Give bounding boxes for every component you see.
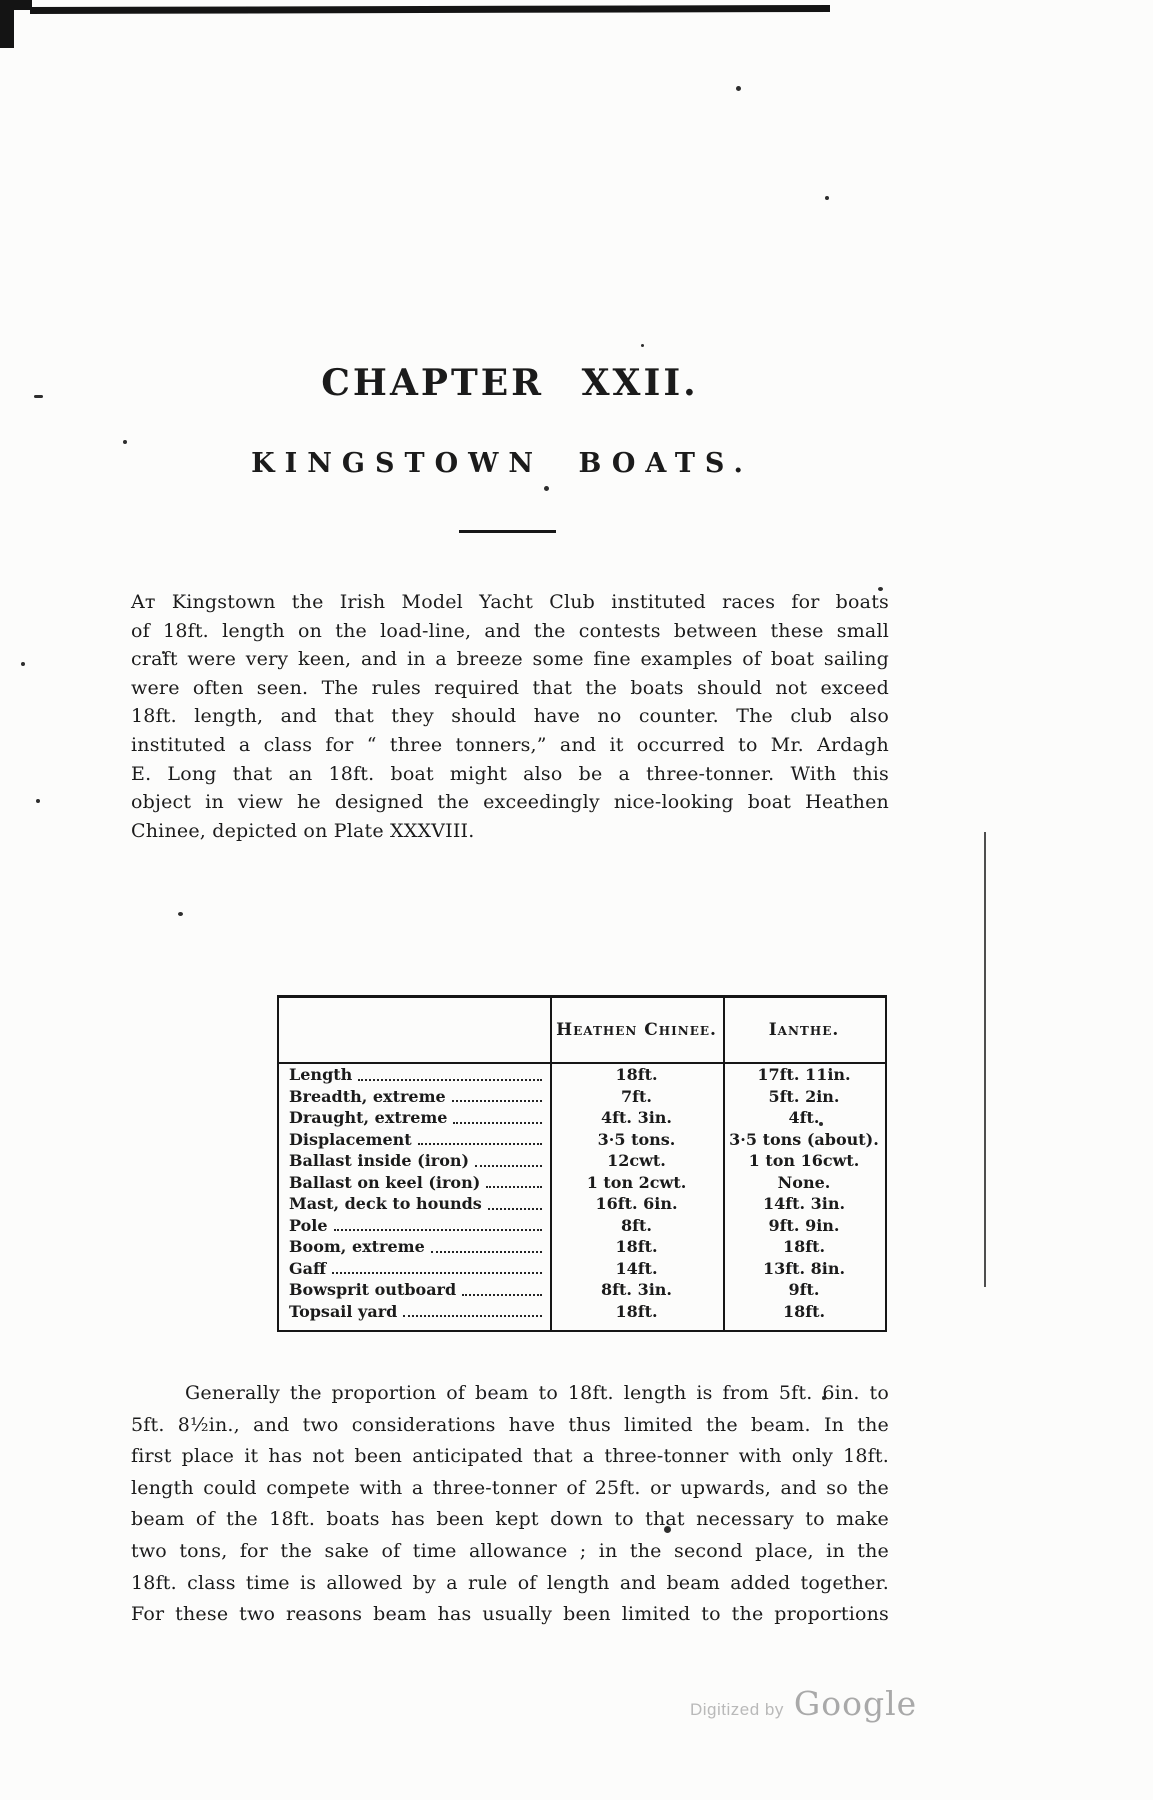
watermark-prefix: Digitized by bbox=[690, 1700, 784, 1719]
dot-leader bbox=[403, 1301, 542, 1318]
table-cell-heathen-chinee: 3·5 tons. bbox=[597, 1129, 676, 1149]
table-row bbox=[279, 1279, 885, 1301]
table-row bbox=[279, 1150, 885, 1172]
table-cell-heathen-chinee: 8ft. bbox=[621, 1215, 652, 1235]
dot-leader bbox=[462, 1279, 542, 1296]
row-label: Length bbox=[289, 1065, 353, 1084]
text-line: beam of the 18ft. boats has been kept down to that necessary to make bbox=[131, 1508, 889, 1531]
table-row bbox=[279, 1301, 885, 1323]
row-label: Displacement bbox=[289, 1129, 412, 1149]
table-cell-label bbox=[279, 1086, 550, 1108]
table-column-rule bbox=[723, 998, 725, 1330]
table-cell-ianthe: 18ft. bbox=[782, 1237, 826, 1256]
table-row bbox=[279, 1215, 885, 1237]
table-cell-label bbox=[279, 1107, 550, 1129]
table-cell-ianthe: 17ft. 11in. bbox=[757, 1065, 851, 1084]
text-line: of 18ft. length on the load-line, and the contests between these small bbox=[131, 619, 889, 642]
table-cell-ianthe: 1 ton 16cwt. bbox=[748, 1151, 860, 1170]
table-cell-ianthe: 9ft. bbox=[788, 1280, 820, 1299]
text-line: length could compete with a three-tonner of 25ft. or upwards, and so the bbox=[131, 1476, 889, 1499]
scan-speck bbox=[641, 344, 644, 347]
table-row bbox=[279, 1086, 885, 1108]
dot-leader bbox=[332, 1258, 542, 1275]
table-header-ianthe: Ianthe. bbox=[768, 1020, 840, 1040]
table-row bbox=[279, 1129, 885, 1151]
table-cell-label bbox=[279, 1279, 550, 1301]
table-cell-heathen-chinee: 4ft. 3in. bbox=[601, 1108, 672, 1127]
text-line: Generally the proportion of beam to 18ft. length is from 5ft. 6in. to bbox=[185, 1382, 889, 1404]
dot-leader bbox=[475, 1150, 542, 1167]
table-cell-label bbox=[279, 1301, 550, 1323]
scan-speck bbox=[34, 395, 43, 398]
table-cell-label bbox=[279, 1064, 550, 1086]
scan-speck bbox=[544, 486, 549, 491]
table-row bbox=[279, 1172, 885, 1194]
intro-paragraph bbox=[131, 588, 889, 845]
dot-leader bbox=[486, 1172, 542, 1189]
scan-edge-corner-nub bbox=[0, 0, 32, 10]
row-label: Gaff bbox=[289, 1258, 327, 1278]
table-cell-ianthe: 3·5 tons (about). bbox=[729, 1129, 879, 1149]
table-cell-heathen-chinee: 18ft. bbox=[615, 1301, 658, 1321]
scan-speck bbox=[21, 662, 25, 666]
text-line: 18ft. length, and that they should have no counter. The club also bbox=[131, 705, 889, 728]
row-label: Mast, deck to hounds bbox=[289, 1194, 482, 1213]
text-line: Chinee, depicted on Plate XXXVIII. bbox=[131, 819, 475, 842]
row-label: Bowsprit outboard bbox=[289, 1280, 457, 1299]
table-header-row bbox=[279, 998, 885, 1064]
scan-speck bbox=[36, 799, 40, 803]
table-cell-heathen-chinee: 18ft. bbox=[615, 1237, 658, 1256]
table-cell-ianthe: 4ft. bbox=[788, 1108, 820, 1127]
chapter-title: CHAPTER XXII. bbox=[321, 362, 699, 404]
text-line: craft were very keen, and in a breeze some fine examples of boat sailing bbox=[131, 648, 889, 671]
scan-speck bbox=[178, 912, 183, 916]
dot-leader bbox=[431, 1236, 542, 1253]
table-column-rule bbox=[550, 998, 552, 1330]
table-cell-label bbox=[279, 1129, 550, 1151]
table-row bbox=[279, 1064, 885, 1086]
table-cell-ianthe: 5ft. 2in. bbox=[768, 1086, 840, 1106]
dot-leader bbox=[334, 1215, 542, 1232]
google-logo: Google bbox=[793, 1684, 918, 1723]
text-line: E. Long that an 18ft. boat might also be a three-tonner. With this bbox=[131, 762, 889, 785]
digitized-by-google-watermark bbox=[690, 1684, 917, 1723]
row-label: Pole bbox=[289, 1215, 328, 1235]
text-line: were often seen. The rules required that the boats should not exceed bbox=[131, 676, 889, 699]
dot-leader bbox=[488, 1193, 542, 1210]
row-label: Topsail yard bbox=[289, 1301, 398, 1321]
table-cell-heathen-chinee: 8ft. 3in. bbox=[601, 1280, 672, 1299]
table-cell-heathen-chinee: 18ft. bbox=[615, 1065, 658, 1084]
dot-leader bbox=[452, 1086, 542, 1103]
table-cell-heathen-chinee: 16ft. 6in. bbox=[595, 1194, 678, 1213]
row-label: Ballast inside (iron) bbox=[289, 1151, 470, 1170]
table-cell-ianthe: 18ft. bbox=[782, 1301, 826, 1321]
scan-right-fold-line bbox=[984, 832, 986, 1287]
table-row bbox=[279, 1107, 885, 1129]
table-cell-heathen-chinee: 14ft. bbox=[615, 1258, 658, 1278]
scan-speck bbox=[736, 86, 741, 91]
text-line: 5ft. 8½in., and two considerations have thus limited the beam. In the bbox=[131, 1413, 889, 1436]
table-cell-label bbox=[279, 1215, 550, 1237]
scan-speck bbox=[123, 440, 127, 444]
text-line: two tons, for the sake of time allowance ; in the second place, in the bbox=[131, 1539, 889, 1562]
table-row bbox=[279, 1236, 885, 1258]
row-label: Breadth, extreme bbox=[289, 1086, 446, 1106]
section-divider-rule bbox=[459, 530, 556, 533]
table-cell-heathen-chinee: 7ft. bbox=[621, 1086, 652, 1106]
text-line: object in view he designed the exceedingly nice-looking boat Heathen bbox=[131, 791, 889, 814]
text-line: instituted a class for “ three tonners,” and it occurred to Mr. Ardagh bbox=[131, 733, 889, 756]
scan-speck bbox=[825, 196, 829, 200]
table-cell-ianthe: 13ft. 8in. bbox=[762, 1258, 846, 1278]
row-label: Ballast on keel (iron) bbox=[289, 1172, 481, 1192]
text-line: 18ft. class time is allowed by a rule of length and beam added together. bbox=[131, 1571, 889, 1594]
dot-leader bbox=[358, 1064, 542, 1081]
dot-leader bbox=[418, 1129, 542, 1146]
text-line: For these two reasons beam has usually been limited to the proportions bbox=[131, 1603, 889, 1626]
table-body bbox=[279, 1064, 885, 1322]
table-cell-label bbox=[279, 1236, 550, 1258]
row-label: Draught, extreme bbox=[289, 1108, 448, 1127]
table-cell-heathen-chinee: 1 ton 2cwt. bbox=[586, 1172, 687, 1192]
text-line: first place it has not been anticipated that a three-tonner with only 18ft. bbox=[131, 1445, 889, 1468]
table-row bbox=[279, 1258, 885, 1280]
scan-edge-top-bar bbox=[30, 5, 830, 14]
text-line: Aᴛ Kingstown the Irish Model Yacht Club instituted races for boats bbox=[131, 591, 889, 613]
table-row bbox=[279, 1193, 885, 1215]
boat-dimensions-table bbox=[277, 995, 887, 1332]
table-header-heathen-chinee: Heathen Chinee. bbox=[556, 1020, 717, 1040]
table-cell-label bbox=[279, 1258, 550, 1280]
table-cell-ianthe: None. bbox=[777, 1172, 831, 1192]
chapter-subtitle: KINGSTOWN BOATS. bbox=[251, 448, 753, 479]
dot-leader bbox=[453, 1107, 542, 1124]
table-cell-label bbox=[279, 1193, 550, 1215]
table-cell-heathen-chinee: 12cwt. bbox=[607, 1151, 666, 1170]
row-label: Boom, extreme bbox=[289, 1237, 425, 1256]
table-cell-ianthe: 9ft. 9in. bbox=[768, 1215, 840, 1235]
table-cell-ianthe: 14ft. 3in. bbox=[762, 1194, 846, 1213]
table-cell-label bbox=[279, 1172, 550, 1194]
table-cell-label bbox=[279, 1150, 550, 1172]
closing-paragraph bbox=[131, 1378, 889, 1631]
